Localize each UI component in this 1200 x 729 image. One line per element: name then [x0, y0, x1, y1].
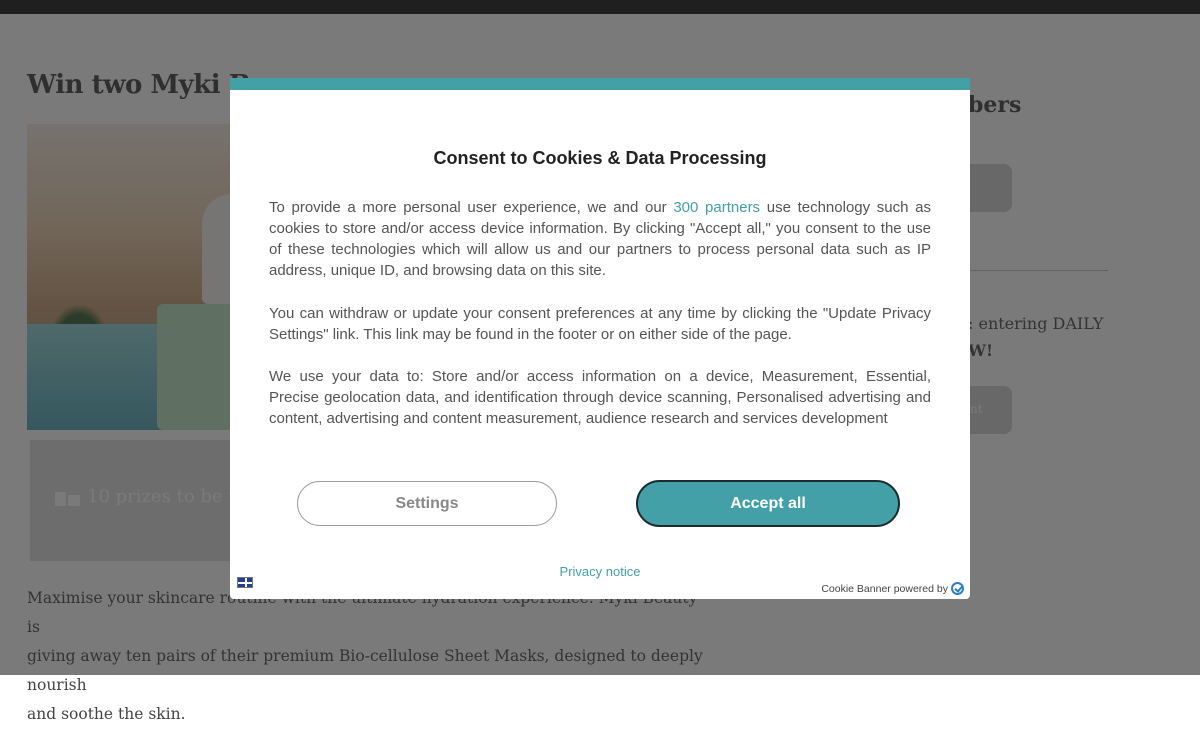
check-badge-icon [951, 582, 964, 595]
privacy-notice-link[interactable]: Privacy notice [559, 564, 641, 579]
dialog-accent-bar [230, 78, 970, 90]
body-line: nourish [27, 676, 87, 694]
consent-paragraph-2: You can withdraw or update your consent preferences at any time by clicking the "Update Privacy Settings" link. This link may be found in the footer or on either side of the page. [269, 305, 931, 343]
partners-link[interactable]: 300 partners [673, 199, 761, 216]
powered-by-label: Cookie Banner powered by [821, 582, 948, 595]
cookie-consent-dialog [230, 78, 970, 599]
body-line: and soothe the skin. [27, 705, 186, 723]
p1-text-after: use technology such as cookies to store and/or access device information. By clicking "Accept all," you consent to the use of these technologies which will allow us and our partners to process personal data such as IP address, unique ID, and browsing data on this site. [269, 199, 931, 279]
accept-all-button[interactable]: Accept all [636, 480, 900, 527]
language-flag-icon[interactable] [237, 577, 253, 588]
consent-paragraph-3: We use your data to: Store and/or access information on a device, Measurement, Essential, Precise geolocation data, and identification through device scanning, Personalised advertising and content, advertising and content measurement, audience research and services development [269, 368, 931, 427]
consent-paragraph-1 [269, 197, 931, 281]
dialog-title: Consent to Cookies & Data Processing [433, 148, 767, 168]
powered-by [821, 582, 964, 595]
settings-button[interactable]: Settings [297, 481, 557, 526]
p1-text-before: To provide a more personal user experience, we and our [269, 199, 674, 216]
